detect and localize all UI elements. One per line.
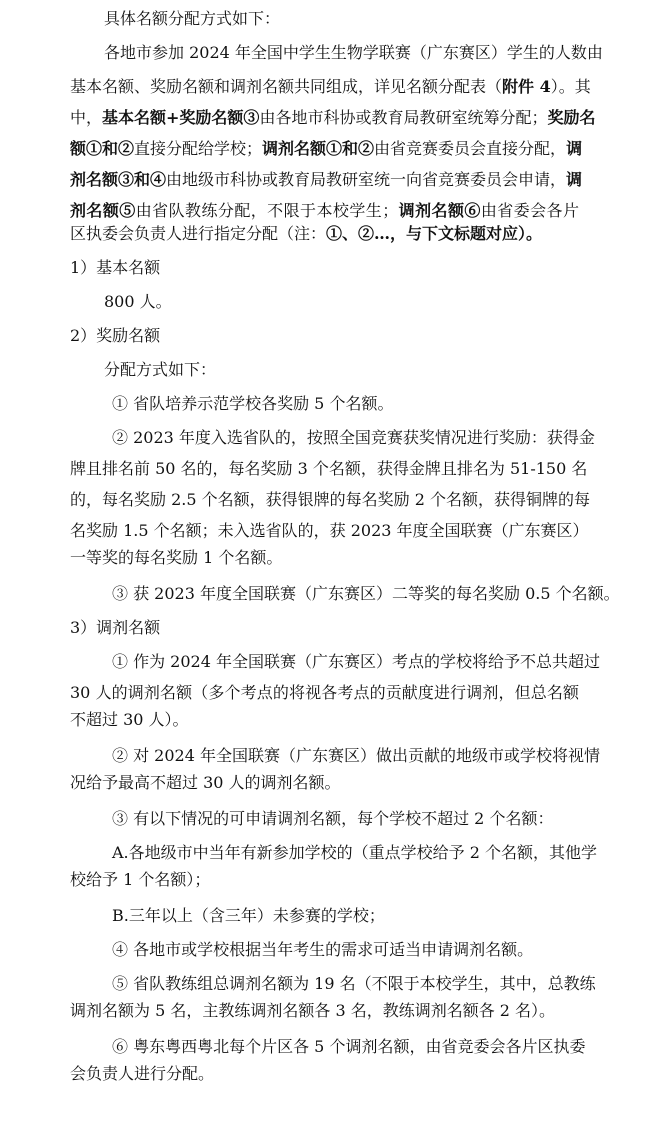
section-3-item-1-line-2: 30 人的调剂名额（多个考点的将视各考点的贡献度进行调剂，但总名额 [70, 683, 579, 702]
heading: 具体名额分配方式如下： [104, 9, 281, 28]
section-3-item-6-line-1: ⑥ 粤东粤西粤北每个片区各 5 个调剂名额，由省竞委会各片区执委 [112, 1037, 586, 1056]
section-3-item-4: ④ 各地市或学校根据当年考生的需求可适当申请调剂名额。 [112, 940, 534, 959]
section-3-item-1-line-3: 不超过 30 人）。 [70, 710, 189, 729]
section-3-item-2-line-2: 况给予最高不超过 30 人的调剂名额。 [70, 773, 341, 792]
section-3-item-6-line-2: 会负责人进行分配。 [70, 1064, 215, 1083]
section-1-title: 1）基本名额 [70, 258, 161, 277]
intro-line-5: 剂名额③和④由地级市科协或教育局教研室统一向省竞赛委员会申请，调 [70, 170, 583, 189]
intro-line-7: 区执委会负责人进行指定分配（注：①、②…，与下文标题对应）。 [70, 224, 543, 243]
intro-line-6: 剂名额⑤由省队教练分配，不限于本校学生；调剂名额⑥由省委会各片 [70, 201, 579, 220]
section-2-lead: 分配方式如下： [104, 360, 217, 379]
section-3-item-3: ③ 有以下情况的可申请调剂名额，每个学校不超过 2 个名额： [112, 809, 554, 828]
section-1-value: 800 人。 [104, 292, 172, 311]
section-3-title: 3）调剂名额 [70, 618, 161, 637]
section-3-item-a-line-2: 校给予 1 个名额）； [70, 870, 211, 889]
section-2-item-2-line-4: 名奖励 1.5 个名额；未入选省队的，获 2023 年度全国联赛（广东赛区） [70, 521, 589, 540]
section-3-item-1-line-1: ① 作为 2024 年全国联赛（广东赛区）考点的学校将给予不总共超过 [112, 652, 600, 671]
intro-line-4: 额①和②直接分配给学校；调剂名额①和②由省竞赛委员会直接分配，调 [70, 139, 583, 158]
intro-line-1: 各地市参加 2024 年全国中学生生物学联赛（广东赛区）学生的人数由 [104, 43, 603, 62]
section-3-item-5-line-2: 调剂名额为 5 名，主教练调剂名额各 3 名，教练调剂名额各 2 名）。 [70, 1001, 556, 1020]
section-2-item-2-line-2: 牌且排名前 50 名的，每名奖励 3 个名额，获得金牌且排名为 51-150 名 [70, 459, 588, 478]
intro-line-2: 基本名额、奖励名额和调剂名额共同组成，详见名额分配表（附件 4）。其 [70, 77, 591, 96]
section-3-item-a-line-1: A.各地级市中当年有新参加学校的（重点学校给予 2 个名额，其他学 [112, 843, 597, 862]
section-2-item-2-line-3: 的，每名奖励 2.5 个名额，获得银牌的每名奖励 2 个名额，获得铜牌的每 [70, 490, 590, 509]
section-3-item-b: B.三年以上（含三年）未参赛的学校； [112, 906, 385, 925]
section-3-item-5-line-1: ⑤ 省队教练组总调剂名额为 19 名（不限于本校学生，其中，总教练 [112, 974, 596, 993]
section-2-item-2-line-1: ② 2023 年度入选省队的，按照全国竞赛获奖情况进行奖励：获得金 [112, 428, 595, 447]
section-2-item-3: ③ 获 2023 年度全国联赛（广东赛区）二等奖的每名奖励 0.5 个名额。 [112, 584, 620, 603]
intro-line-3: 中，基本名额+奖励名额③由各地市科协或教育局教研室统筹分配；奖励名 [70, 108, 596, 127]
section-2-item-2-line-5: 一等奖的每名奖励 1 个名额。 [70, 548, 283, 567]
section-2-item-1: ① 省队培养示范学校各奖励 5 个名额。 [112, 394, 394, 413]
section-3-item-2-line-1: ② 对 2024 年全国联赛（广东赛区）做出贡献的地级市或学校将视情 [112, 746, 600, 765]
section-2-title: 2）奖励名额 [70, 326, 161, 345]
